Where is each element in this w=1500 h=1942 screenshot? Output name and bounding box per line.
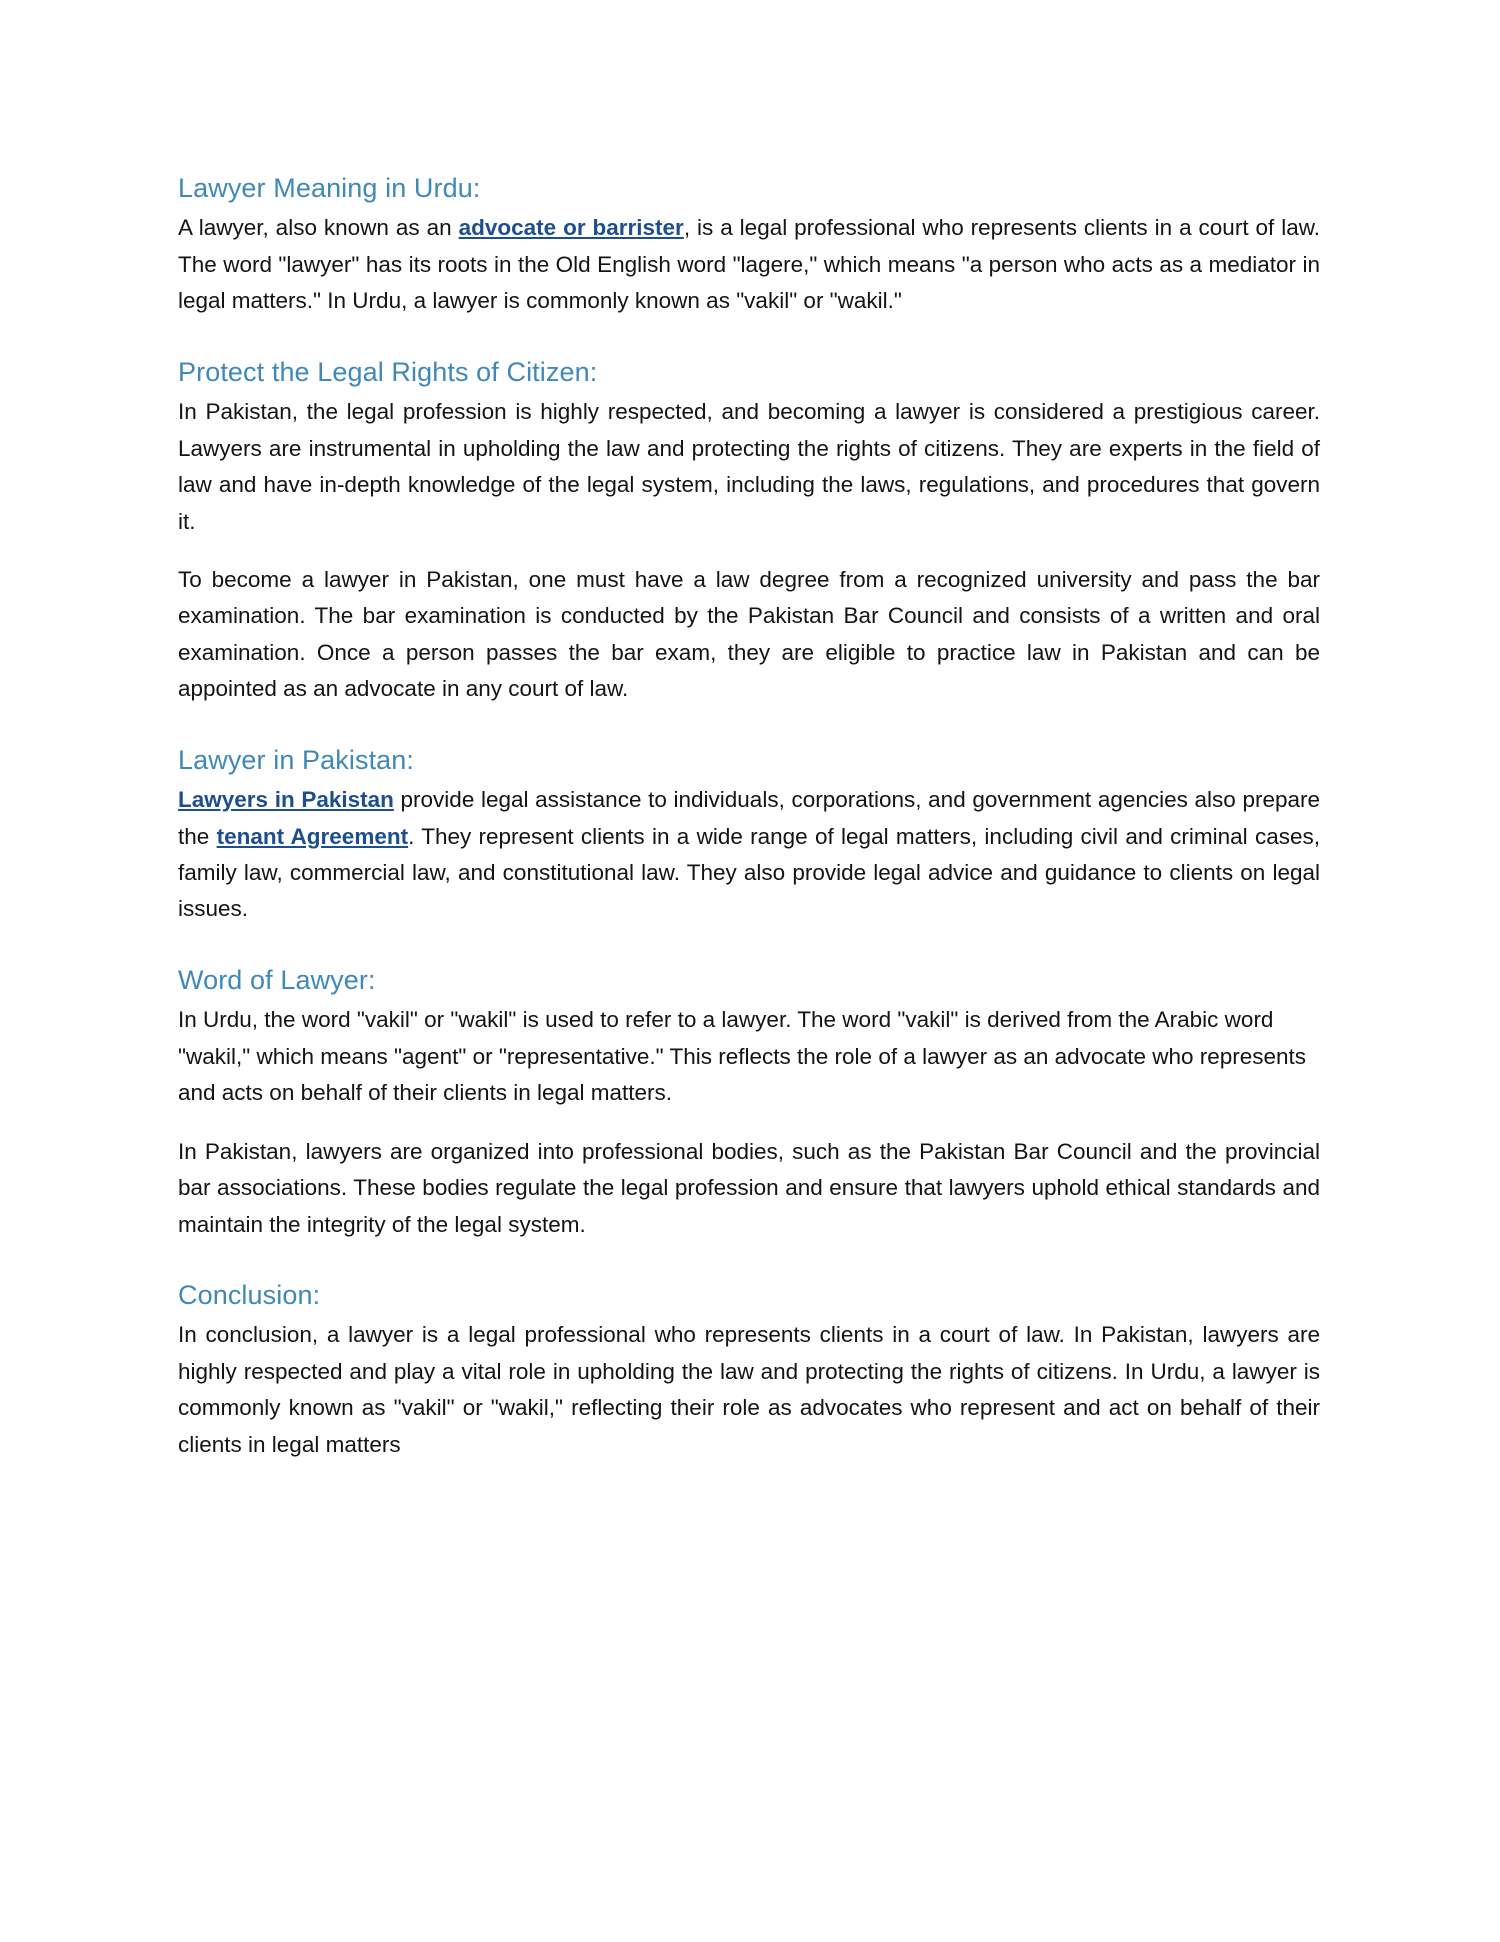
- paragraph-text-tail: . They represent clients in a wide range of legal matters, including civil and criminal cases, family law, commercial law, and constitutional law. They also provide legal advice and guidance to clients on legal issues.: [178, 823, 1321, 922]
- paragraph-text-middle: provide legal assistance to individuals, corporations, and government agencies also prepare the: [178, 787, 1320, 849]
- paragraph-legal-assistance: [178, 782, 1320, 928]
- paragraph-text-before-link: A lawyer, also known as an: [178, 215, 459, 241]
- document-body: [178, 170, 1320, 1463]
- section-heading-word-of-lawyer: Word of Lawyer:: [178, 964, 376, 995]
- link-tenant-agreement[interactable]: tenant Agreement: [216, 823, 409, 849]
- section-heading-lawyer-meaning-in-urdu: Lawyer Meaning in Urdu:: [178, 173, 481, 203]
- section-heading-lawyer-in-pakistan: Lawyer in Pakistan:: [178, 744, 415, 775]
- paragraph-vakil-etymology: In Urdu, the word "vakil" or "wakil" is used to refer to a lawyer. The word "vakil" is derived from the Arabic word "wakil," which means "agent" or "representative." This reflects the role of a lawyer as an advocate who represents and acts on behalf of their clients in legal matters.: [178, 1007, 1307, 1106]
- paragraph-becoming-a-lawyer-requirements: To become a lawyer in Pakistan, one must have a law degree from a recognized university and pass the bar examination. The bar examination is conducted by the Pakistan Bar Council and consists of a written and oral examination. Once a person passes the bar exam, they are eligible to practice law in Pakistan and can be appointed as an advocate in any court of law.: [178, 566, 1320, 702]
- link-advocate-or-barrister[interactable]: advocate or barrister: [458, 215, 684, 241]
- section-heading-protect-the-legal-rights-of-citizen: Protect the Legal Rights of Citizen:: [178, 356, 598, 387]
- paragraph-lawyer-definition: [178, 210, 1320, 319]
- paragraph-legal-profession-respect: In Pakistan, the legal profession is highly respected, and becoming a lawyer is considered a prestigious career. Lawyers are instrumental in upholding the law and protecting the rights of citizens. They are experts in the field of law and have in-depth knowledge of the legal system, including the laws, regulations, and procedures that govern it.: [178, 399, 1320, 534]
- paragraph-text-after-link: , is a legal professional who represents clients in a court of law. The word "lawyer" has its roots in the Old English word "lagere," which means "a person who acts as a mediator in legal matters." In Urdu, a lawyer is commonly known as "vakil" or "wakil.": [178, 215, 1320, 314]
- paragraph-professional-bodies: In Pakistan, lawyers are organized into professional bodies, such as the Pakistan Bar Council and the provincial bar associations. These bodies regulate the legal profession and ensure that lawyers uphold ethical standards and maintain the integrity of the legal system.: [178, 1138, 1320, 1237]
- paragraph-conclusion-text: In conclusion, a lawyer is a legal professional who represents clients in a court of law. In Pakistan, lawyers are highly respected and play a vital role in upholding the law and protecting the rights of citizens. In Urdu, a lawyer is commonly known as "vakil" or "wakil," reflecting their role as advocates who represent and act on behalf of their clients in legal matters: [178, 1322, 1320, 1457]
- link-lawyers-in-pakistan[interactable]: Lawyers in Pakistan: [178, 787, 394, 813]
- section-heading-conclusion: Conclusion:: [178, 1279, 321, 1310]
